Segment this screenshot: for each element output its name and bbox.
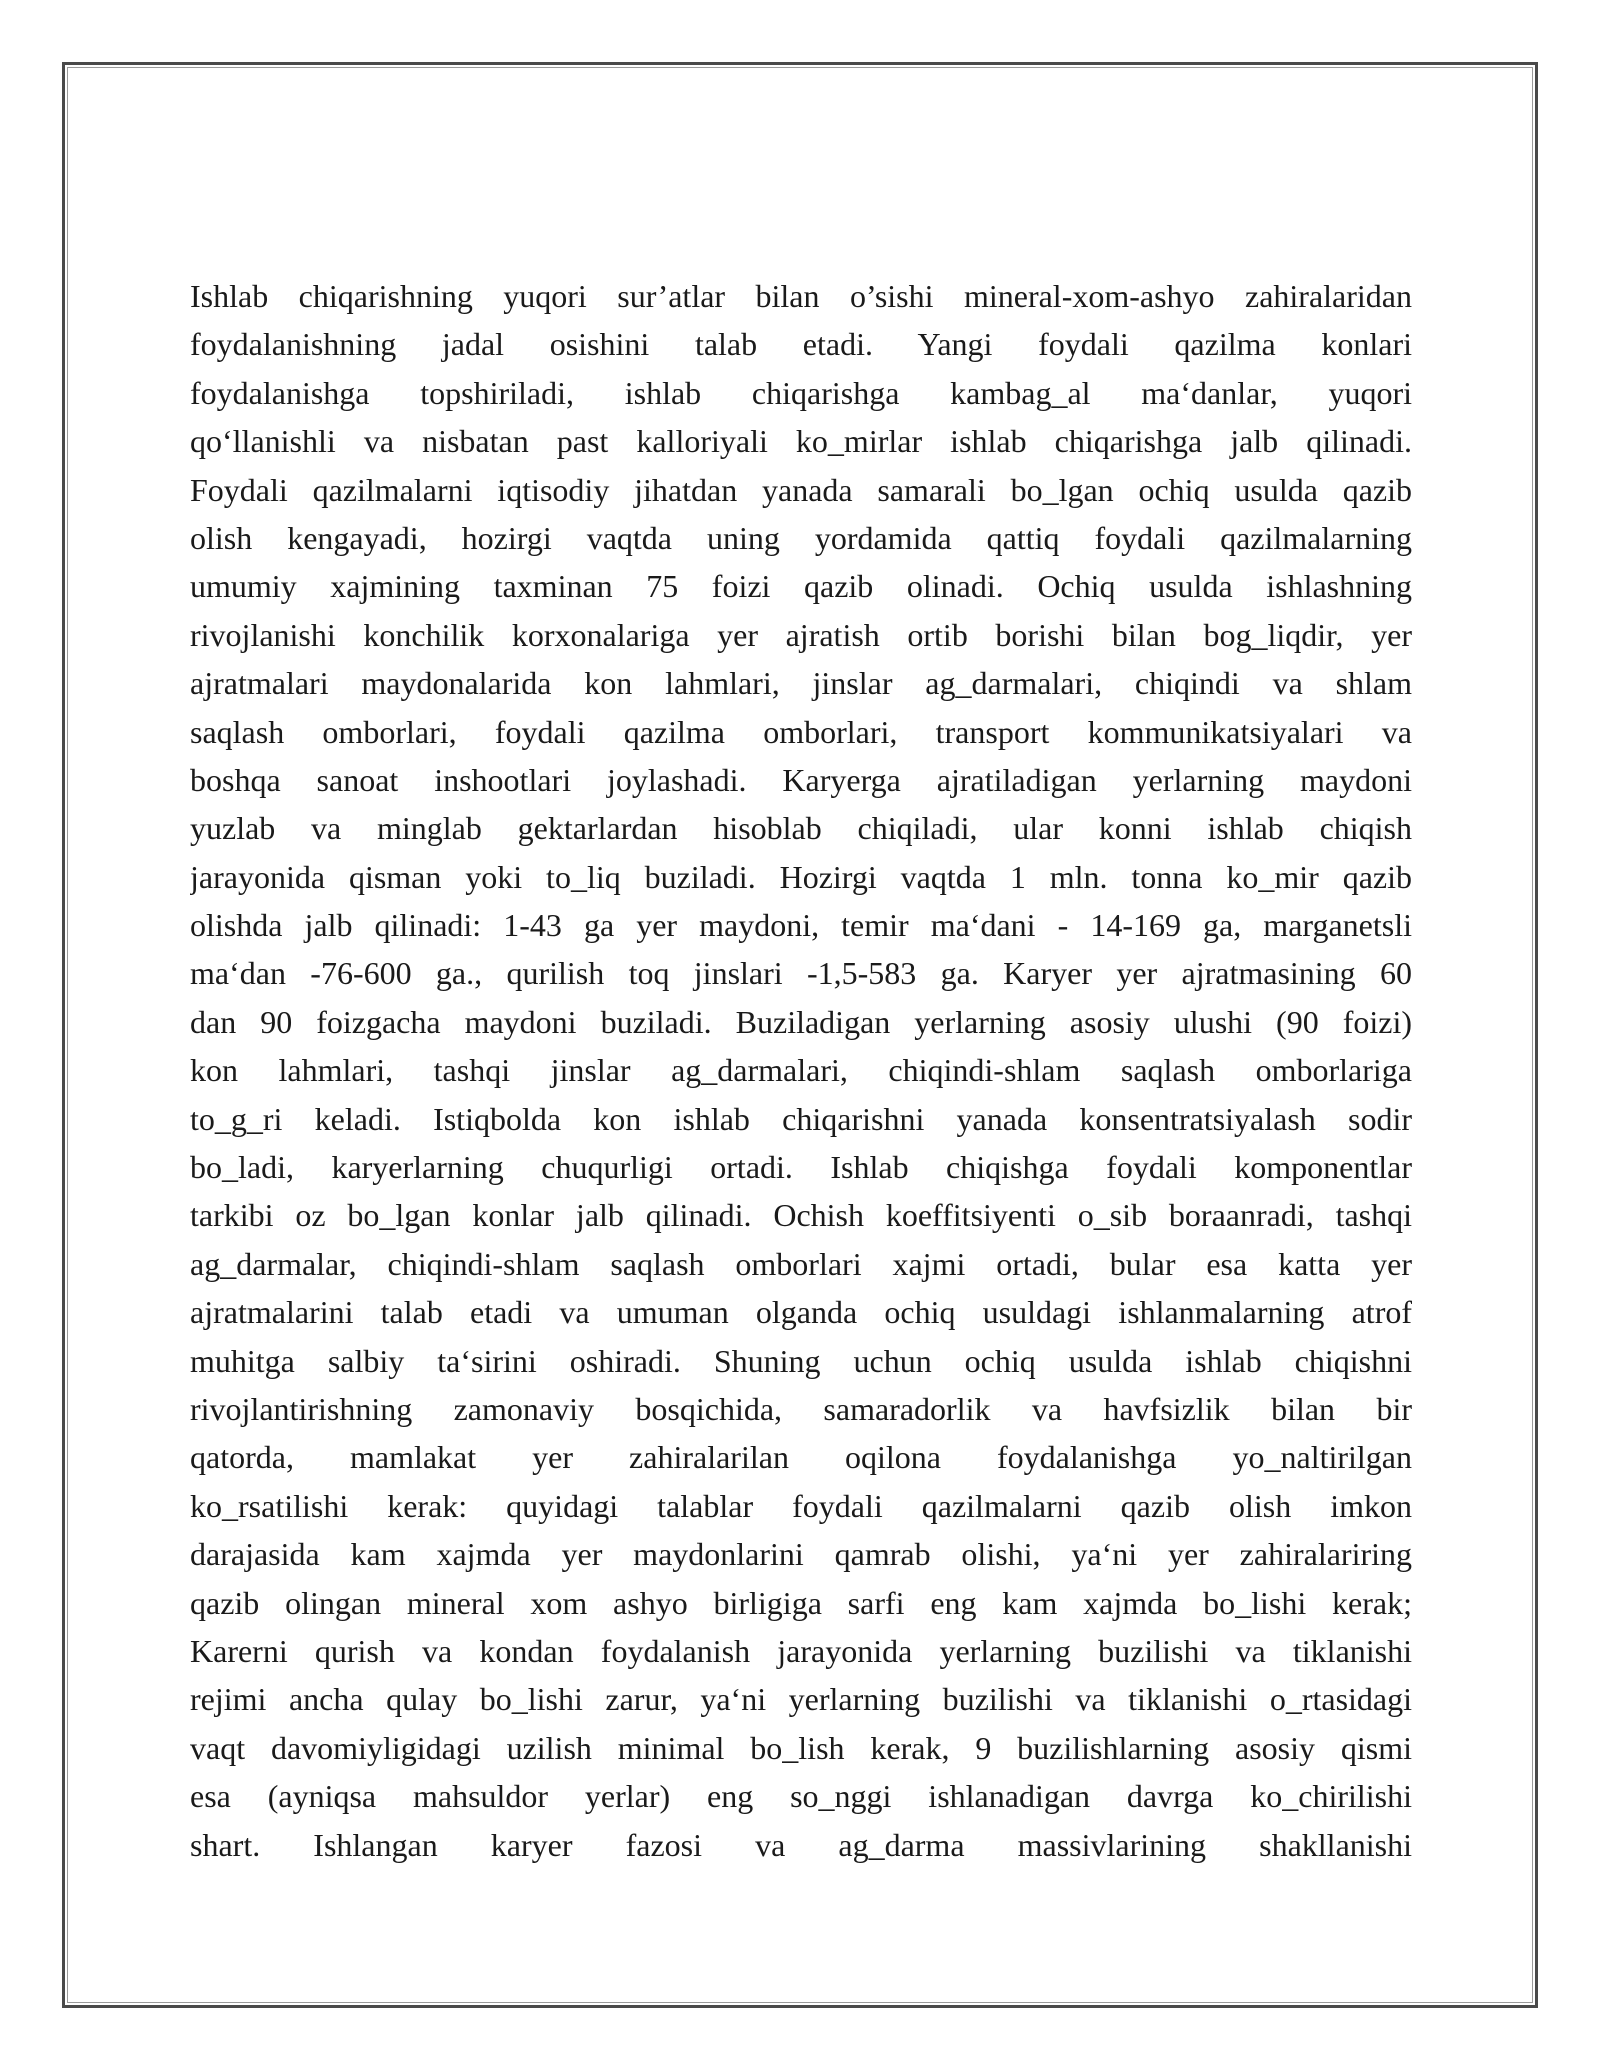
text-line: dan 90 foizgacha maydoni buziladi. Buziladigan yerlarning asosiy ulushi (90 foizi): [190, 1003, 1412, 1040]
text-line: olishda jalb qilinadi: 1-43 ga yer maydoni, temir ma‘dani - 14-169 ga, marganetsli: [190, 907, 1412, 944]
text-line: yuzlab va minglab gektarlardan hisoblab chiqiladi, ular konni ishlab chiqish: [190, 810, 1412, 847]
text-line: Karerni qurish va kondan foydalanish jarayonida yerlarning buzilishi va tiklanishi: [190, 1632, 1412, 1669]
text-line: foydalanishning jadal osishini talab etadi. Yangi foydali qazilma konlari: [190, 326, 1412, 363]
text-line: vaqt davomiyligidagi uzilish minimal bo_lish kerak, 9 buzilishlarning asosiy qismi: [190, 1729, 1412, 1766]
text-line: jarayonida qisman yoki to_liq buziladi. Hozirgi vaqtda 1 mln. tonna ko_mir qazib: [190, 858, 1412, 895]
text-line: qo‘llanishli va nisbatan past kalloriyali ko_mirlar ishlab chiqarishga jalb qilinadi.: [190, 423, 1412, 460]
text-line: Foydali qazilmalarni iqtisodiy jihatdan yanada samarali bo_lgan ochiq usulda qazib: [190, 471, 1412, 508]
text-line: ajratmalarini talab etadi va umuman olganda ochiq usuldagi ishlanmalarning atrof: [190, 1294, 1412, 1331]
text-line: ag_darmalar, chiqindi-shlam saqlash omborlari xajmi ortadi, bular esa katta yer: [190, 1245, 1412, 1282]
text-line: ko_rsatilishi kerak: quyidagi talablar foydali qazilmalarni qazib olish imkon: [190, 1487, 1412, 1524]
text-line: boshqa sanoat inshootlari joylashadi. Karyerga ajratiladigan yerlarning maydoni: [190, 761, 1412, 798]
body-text: [190, 272, 1412, 1869]
text-line: saqlash omborlari, foydali qazilma omborlari, transport kommunikatsiyalari va: [190, 713, 1412, 750]
text-line: to_g_ri keladi. Istiqbolda kon ishlab chiqarishni yanada konsentratsiyalash sodir: [190, 1100, 1412, 1137]
text-line: rivojlanishi konchilik korxonalariga yer ajratish ortib borishi bilan bog_liqdir, yer: [190, 616, 1412, 653]
text-line: darajasida kam xajmda yer maydonlarini qamrab olishi, ya‘ni yer zahiralariring: [190, 1536, 1412, 1573]
text-line: shart. Ishlangan karyer fazosi va ag_darma massivlarining shakllanishi: [190, 1826, 1412, 1863]
text-line: bo_ladi, karyerlarning chuqurligi ortadi. Ishlab chiqishga foydali komponentlar: [190, 1149, 1412, 1186]
text-line: esa (ayniqsa mahsuldor yerlar) eng so_nggi ishlanadigan davrga ko_chirilishi: [190, 1778, 1412, 1815]
text-line: rivojlantirishning zamonaviy bosqichida, samaradorlik va havfsizlik bilan bir: [190, 1390, 1412, 1427]
text-line: kon lahmlari, tashqi jinslar ag_darmalari, chiqindi-shlam saqlash omborlariga: [190, 1052, 1412, 1089]
text-line: qazib olingan mineral xom ashyo birligiga sarfi eng kam xajmda bo_lishi kerak;: [190, 1584, 1412, 1621]
text-line: Ishlab chiqarishning yuqori sur’atlar bilan o’sishi mineral-xom-ashyo zahiralaridan: [190, 278, 1412, 314]
text-line: olish kengayadi, hozirgi vaqtda uning yordamida qattiq foydali qazilmalarning: [190, 519, 1412, 556]
text-line: foydalanishga topshiriladi, ishlab chiqarishga kambag_al ma‘danlar, yuqori: [190, 374, 1412, 411]
text-line: tarkibi oz bo_lgan konlar jalb qilinadi. Ochish koeffitsiyenti o_sib boraanradi, tashqi: [190, 1197, 1412, 1234]
text-line: ajratmalari maydonalarida kon lahmlari, jinslar ag_darmalari, chiqindi va shlam: [190, 665, 1412, 702]
text-line: qatorda, mamlakat yer zahiralarilan oqilona foydalanishga yo_naltirilgan: [190, 1439, 1412, 1476]
text-line: rejimi ancha qulay bo_lishi zarur, ya‘ni yerlarning buzilishi va tiklanishi o_rtasidagi: [190, 1681, 1412, 1718]
text-line: umumiy xajmining taxminan 75 foizi qazib olinadi. Ochiq usulda ishlashning: [190, 568, 1412, 605]
text-line: ma‘dan -76-600 ga., qurilish toq jinslari -1,5-583 ga. Karyer yer ajratmasining 60: [190, 955, 1412, 992]
text-line: muhitga salbiy ta‘sirini oshiradi. Shuning uchun ochiq usulda ishlab chiqishni: [190, 1342, 1412, 1379]
